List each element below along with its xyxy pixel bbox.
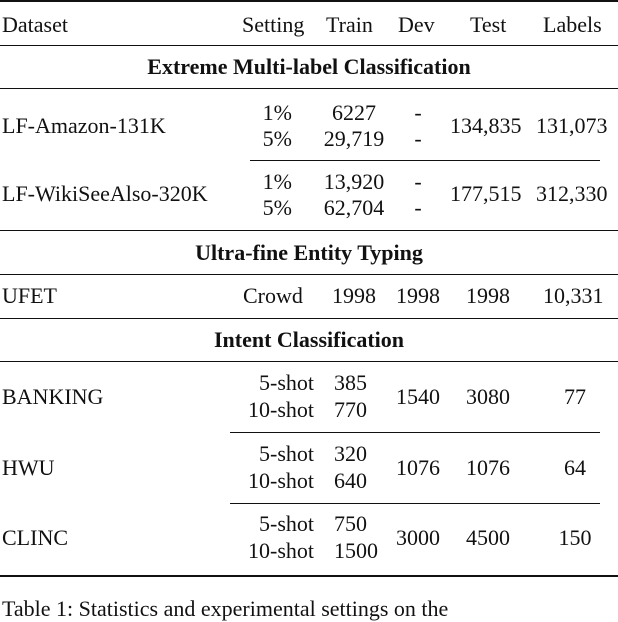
section-rule — [0, 230, 618, 231]
section-rule-ufet — [0, 274, 618, 275]
header-test: Test — [470, 12, 507, 37]
row-setting: Crowd — [243, 283, 303, 308]
row-train: 640 — [334, 468, 367, 493]
row-dev: 3000 — [396, 525, 440, 550]
header-train: Train — [326, 12, 373, 37]
section-rule-intent — [0, 361, 618, 362]
row-dataset: LF-WikiSeeAlso-320K — [2, 181, 208, 206]
section-rule — [0, 318, 618, 319]
row-dev: - — [414, 126, 422, 151]
row-separator — [230, 503, 600, 504]
row-train: 6227 — [332, 100, 376, 125]
header-labels: Labels — [543, 12, 602, 37]
row-labels: 10,331 — [543, 283, 604, 308]
row-dataset: HWU — [2, 455, 55, 480]
header-setting: Setting — [242, 12, 305, 37]
row-train: 320 — [334, 441, 367, 466]
row-dev: - — [414, 169, 422, 194]
row-setting: 1% — [262, 100, 292, 125]
row-train: 385 — [334, 370, 367, 395]
row-setting: 5% — [262, 126, 292, 151]
row-setting: 5-shot — [259, 511, 314, 536]
row-train: 62,704 — [323, 195, 385, 220]
row-test: 134,835 — [450, 113, 522, 138]
row-setting: 10-shot — [248, 397, 314, 422]
row-setting: 1% — [262, 169, 292, 194]
row-train: 1998 — [332, 283, 376, 308]
table-caption: Table 1: Statistics and experimental settings on the — [2, 596, 449, 621]
header-dataset: Dataset — [2, 12, 68, 37]
row-dev: 1076 — [396, 455, 440, 480]
row-separator — [230, 432, 600, 433]
table-bottom-rule — [0, 575, 618, 577]
row-test: 4500 — [466, 525, 510, 550]
section-title-ufet: Ultra-fine Entity Typing — [195, 240, 423, 265]
row-dev: - — [414, 100, 422, 125]
row-train: 29,719 — [323, 126, 385, 151]
row-train: 13,920 — [323, 169, 385, 194]
row-labels: 64 — [564, 455, 586, 480]
row-train: 750 — [334, 511, 367, 536]
row-test: 177,515 — [450, 181, 522, 206]
row-setting: 5-shot — [259, 370, 314, 395]
row-setting: 10-shot — [248, 538, 314, 563]
row-separator — [250, 160, 600, 161]
section-title-intent: Intent Classification — [213, 327, 405, 352]
row-dev: - — [414, 195, 422, 220]
row-dev: 1540 — [396, 384, 440, 409]
row-train: 1500 — [334, 538, 378, 563]
row-setting: 5% — [262, 195, 292, 220]
row-labels: 150 — [558, 525, 592, 550]
section-rule-xmc — [0, 88, 618, 89]
row-setting: 10-shot — [248, 468, 314, 493]
row-test: 3080 — [466, 384, 510, 409]
row-dataset: UFET — [2, 283, 57, 308]
row-dataset: LF-Amazon-131K — [2, 113, 166, 138]
row-labels: 312,330 — [536, 181, 608, 206]
table-top-rule — [0, 0, 618, 2]
header-dev: Dev — [398, 12, 435, 37]
row-labels: 77 — [564, 384, 586, 409]
row-dataset: BANKING — [2, 384, 104, 409]
row-train: 770 — [334, 397, 367, 422]
row-setting: 5-shot — [259, 441, 314, 466]
header-rule — [0, 45, 618, 46]
section-title-xmc: Extreme Multi-label Classification — [147, 54, 471, 79]
row-labels: 131,073 — [536, 113, 608, 138]
row-dataset: CLINC — [2, 525, 68, 550]
row-dev: 1998 — [396, 283, 440, 308]
row-test: 1076 — [466, 455, 510, 480]
row-test: 1998 — [466, 283, 510, 308]
